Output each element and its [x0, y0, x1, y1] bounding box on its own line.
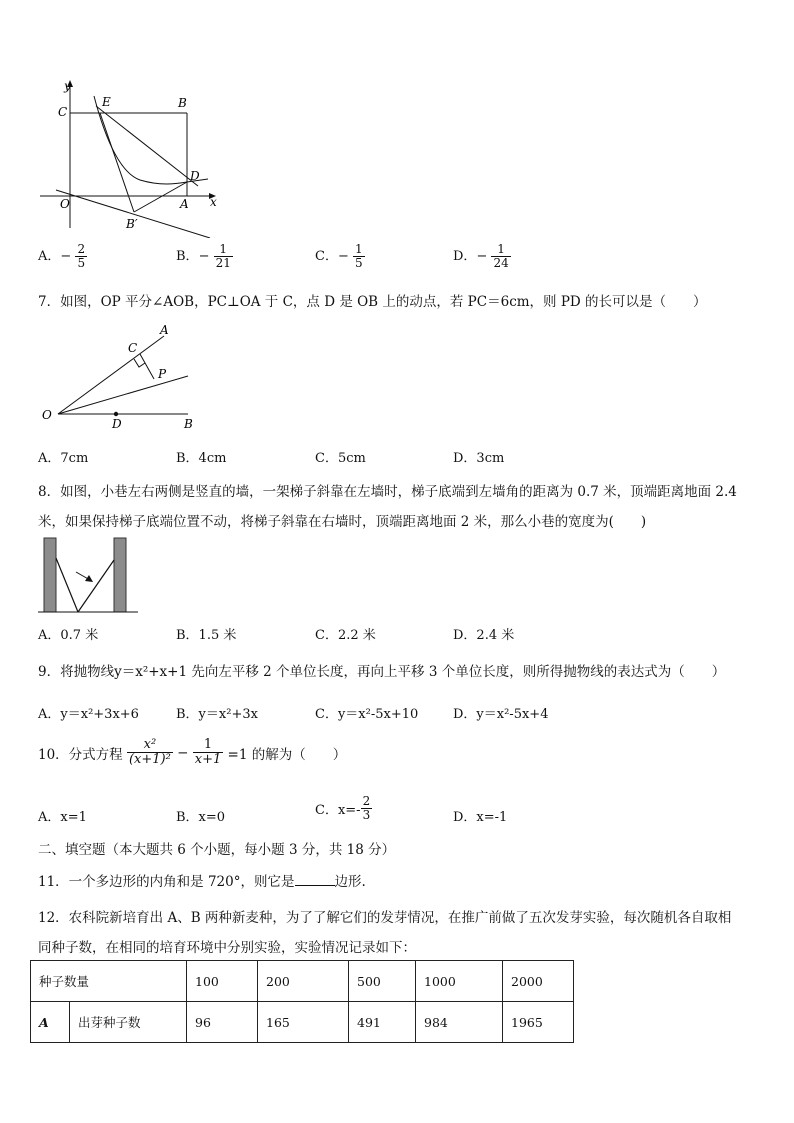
table-cell: 200 [258, 961, 349, 1002]
label-b: B [178, 96, 187, 110]
label-e: E [102, 95, 111, 109]
q8-option-d[interactable]: D．2.4 米 [453, 628, 515, 643]
label-a: A [180, 197, 189, 211]
q9-option-b[interactable]: B．y＝x²+3x [176, 707, 258, 722]
label-x: x [210, 195, 217, 209]
q10-fraction-2: $\frac{1}{x+1}$ [194, 737, 222, 768]
table-cell: 1000 [416, 961, 503, 1002]
q6-figure [30, 78, 230, 238]
table-cell: 100 [187, 961, 258, 1002]
q7-label-b: B [184, 417, 193, 431]
q10-option-c[interactable]: C．x=- $\frac{2}{3}$ [315, 794, 371, 823]
q9-option-c[interactable]: C．y＝x²-5x+10 [315, 707, 419, 722]
q7-label-c: C [128, 341, 138, 355]
q9-option-d[interactable]: D．y＝x²-5x+4 [453, 707, 549, 722]
q12-text-line2: 同种子数，在相同的培育环境中分别实验，实验情况记录如下： [38, 940, 416, 956]
q12-text-line1: 12．农科院新培育出 A、B 两种新麦种，为了了解它们的发芽情况，在推广前做了五次发芽实验，每次随机各自取相 [38, 910, 732, 926]
table-row-label: A [31, 1002, 70, 1043]
q9-option-a[interactable]: A．y＝x²+3x+6 [38, 707, 139, 722]
q6-option-b[interactable]: B．− $\frac{1}{21}$ [176, 242, 231, 271]
q7-label-o: O [42, 408, 52, 422]
q7-option-c[interactable]: C．5cm [315, 451, 366, 466]
label-d: D [190, 169, 200, 183]
table-header-label: 种子数量 [31, 961, 187, 1002]
q8-option-c[interactable]: C．2.2 米 [315, 628, 376, 643]
table-row [31, 1002, 574, 1043]
q7-label-a: A [160, 323, 169, 337]
q8-figure [38, 534, 142, 616]
table-cell: 1965 [503, 1002, 574, 1043]
q7-option-b[interactable]: B．4cm [176, 451, 227, 466]
table-cell: 500 [349, 961, 416, 1002]
q7-label-p: P [158, 367, 167, 381]
q8-text-line1: 8．如图，小巷左右两侧是竖直的墙，一架梯子斜靠在左墙时，梯子底端到左墙角的距离为 0.7 米，顶端距离地面 2.4 [38, 484, 737, 500]
q10-option-d[interactable]: D．x=-1 [453, 810, 508, 825]
label-o: O [60, 197, 70, 211]
q7-option-a[interactable]: A．7cm [38, 451, 89, 466]
q7-text: 7．如图，OP 平分∠AOB，PC⊥OA 于 C，点 D 是 OB 上的动点，若 PC＝6cm，则 PD 的长可以是（ ） [38, 294, 707, 310]
q6-option-a[interactable]: A．− $\frac{2}{5}$ [38, 242, 86, 271]
table-cell: 984 [416, 1002, 503, 1043]
q8-text-line2: 米，如果保持梯子底端位置不动，将梯子斜靠在右墙时，顶端距离地面 2 米，那么小巷的宽度为( ) [38, 514, 647, 530]
q11-answer-blank[interactable] [295, 885, 335, 886]
q10-option-a[interactable]: A．x=1 [38, 810, 87, 825]
table-row-sublabel: 出芽种子数 [70, 1002, 187, 1043]
q8-option-b[interactable]: B．1.5 米 [176, 628, 237, 643]
label-bprime: B′ [126, 217, 138, 231]
q8-option-a[interactable]: A．0.7 米 [38, 628, 99, 643]
section-2-heading: 二、填空题（本大题共 6 个小题，每小题 3 分，共 18 分） [38, 842, 396, 858]
q7-option-d[interactable]: D．3cm [453, 451, 505, 466]
q7-label-d: D [112, 417, 122, 431]
table-cell: 96 [187, 1002, 258, 1043]
seed-table [30, 960, 574, 1043]
q10-fraction-1: $\frac{\text{x²}}{\text{(x+1)²}}$ [128, 737, 171, 768]
q6-option-d[interactable]: D．− $\frac{1}{24}$ [453, 242, 509, 271]
table-cell: 165 [258, 1002, 349, 1043]
table-cell: 2000 [503, 961, 574, 1002]
q9-text: 9．将抛物线y＝x²+x+1 先向左平移 2 个单位长度，再向上平移 3 个单位长度，则所得抛物线的表达式为（ ） [38, 664, 726, 680]
label-c: C [58, 105, 68, 119]
table-row [31, 961, 574, 1002]
table-cell: 491 [349, 1002, 416, 1043]
q11-text: 11．一个多边形的内角和是 720°，则它是 边形. [38, 874, 366, 890]
q7-figure [36, 322, 206, 432]
q10-option-b[interactable]: B．x=0 [176, 810, 226, 825]
q6-option-c[interactable]: C．− $\frac{1}{5}$ [315, 242, 363, 271]
label-y: y [64, 79, 71, 93]
q10-text: 10．分式方程 $\frac{\text{x²}}{\text{(x+1)²}}$ − $\frac{1}{x+1}$ =1 的解为（ ） [38, 737, 347, 768]
